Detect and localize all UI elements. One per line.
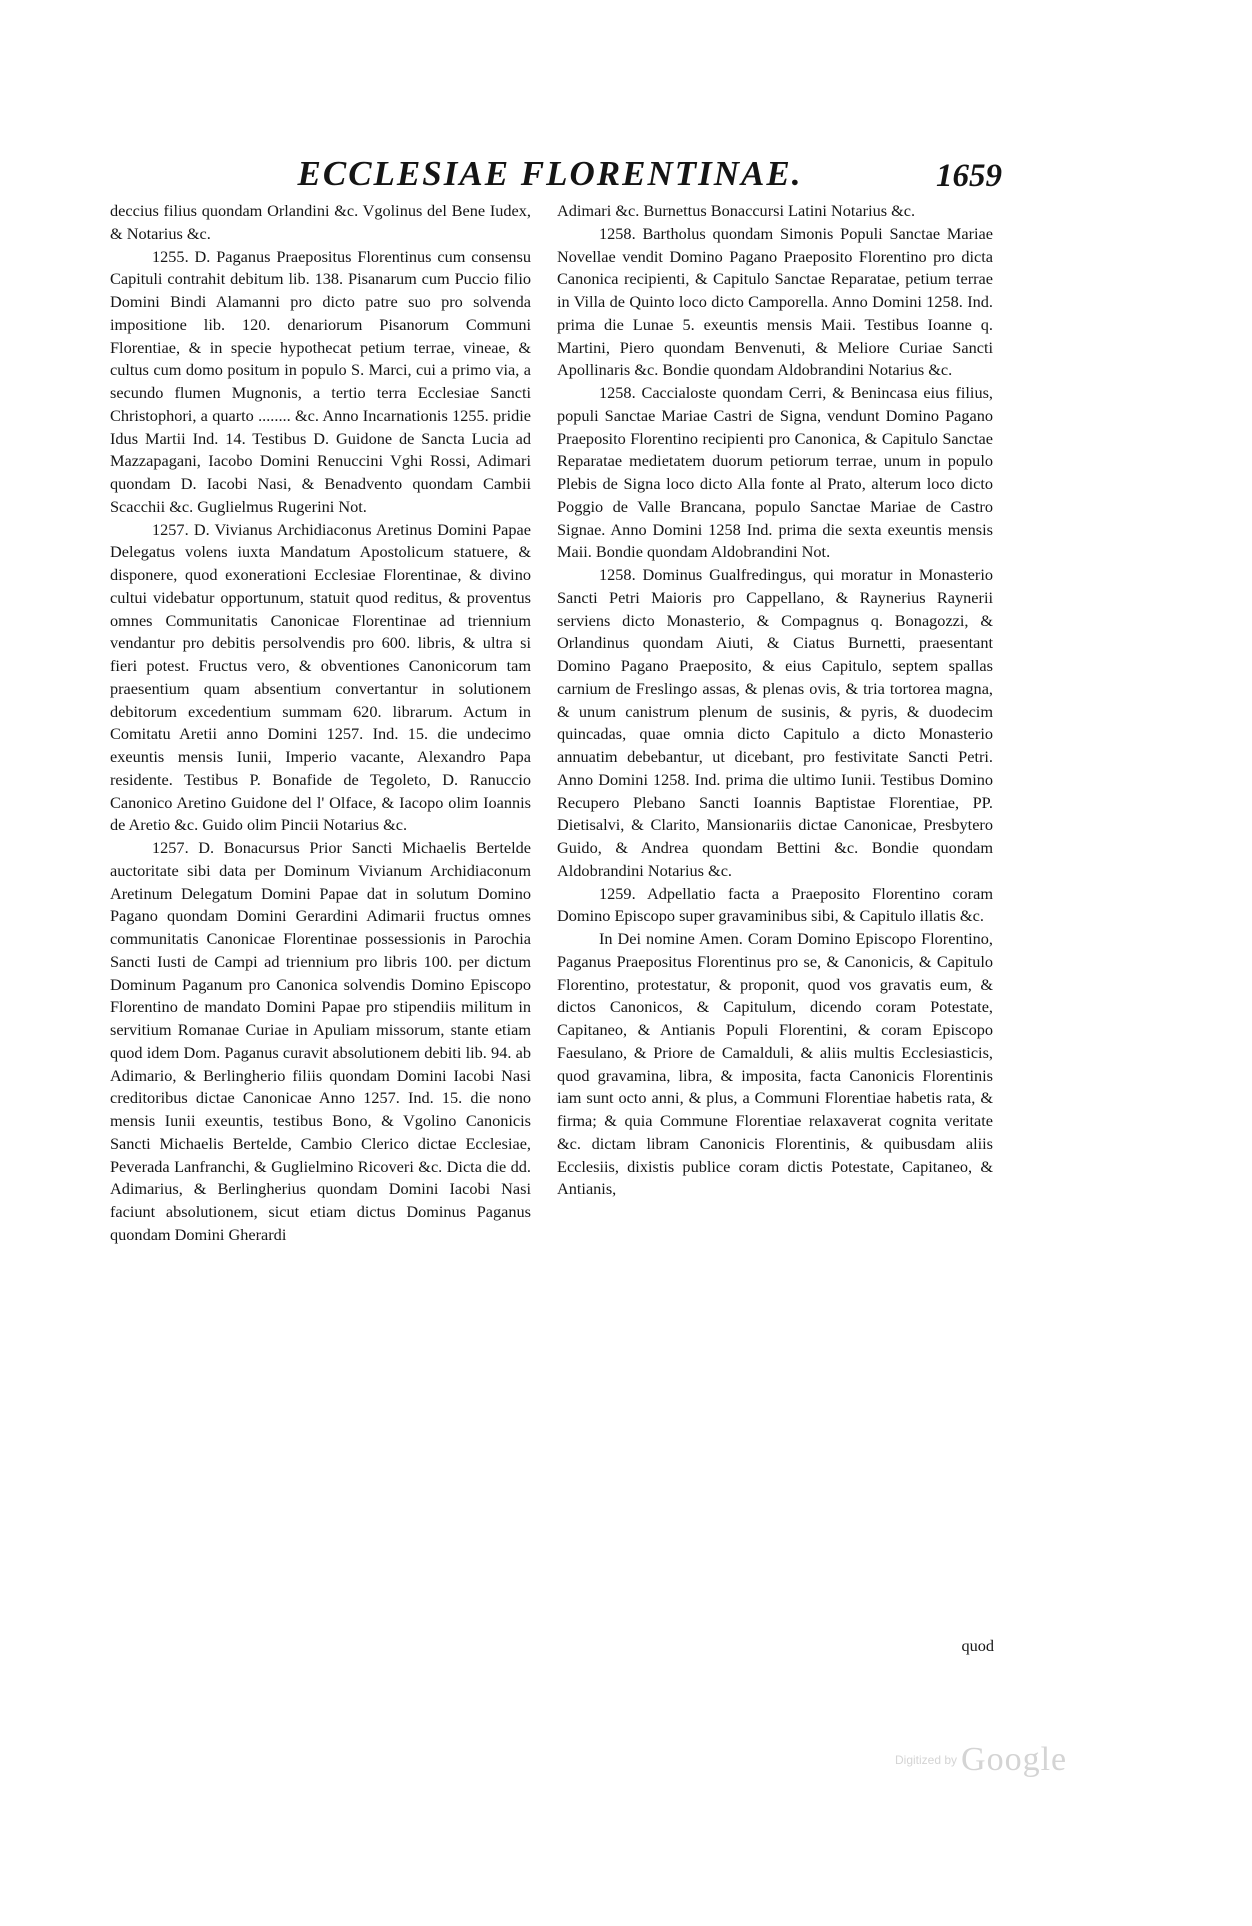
entry-paragraph: 1257. D. Vivianus Archidiaconus Aretinus Domini Papae Delegatus volens iuxta Mandatum Apostolicum statuere, & disponere, quod exonerationi Ecclesiae Florentinae, & divino cultui videbatur opportunum, statuit quod reditus, & proventus omnes Communitatis Canonicae Florentinae ad triennium vendantur pro debitis persolvendis pro 600. libris, & ultra si fieri potest. Fructus vero, & obventiones Canonicorum tam praesentium quam absentium convertantur in solutionem debitorum excedentium summam 620. librarum. Actum in Comitatu Aretii anno Domini 1257. Ind. 15. die undecimo exeuntis mensis Iunii, Imperio vacante, Alexandro Papa residente. Testibus P. Bonafide de Tegoleto, D. Ranuccio Canonico Aretino Guidone del l' Olface, & Iacopo olim Ioannis de Aretio &c. Guido olim Pincii Notarius &c.	[110, 519, 531, 835]
watermark-prefix: Digitized by	[895, 1753, 958, 1767]
right-column	[557, 200, 993, 1201]
page-number: 1659	[936, 158, 1002, 194]
catchword: quod	[961, 1636, 994, 1655]
google-logo: Google	[961, 1741, 1068, 1778]
entry-paragraph: 1255. D. Paganus Praepositus Florentinus cum consensu Capituli contrahit debitum lib. 138. Pisanarum cum Puccio filio Domini Bindi Alamanni pro dicto patre suo pro solvenda impositione lib. 120. denariorum Pisanorum Communi Florentiae, & in specie hypothecat petium terrae, vineae, & cultus cum domo positum in populo S. Marci, cui a primo via, a secundo flumen Mugnonis, a tertio terra Ecclesiae Sancti Christophori, a quarto ........ &c. Anno Incarnationis 1255. pridie Idus Martii Ind. 14. Testibus D. Guidone de Sancta Lucia ad Mazzapagani, Iacobo Domini Renuccini Vghi Rossi, Adimari quondam D. Iacobi Nasi, & Benadvento quondam Cambii Scacchii &c. Guglielmus Rugerini Not.	[110, 246, 531, 516]
entry-paragraph: 1258. Bartholus quondam Simonis Populi Sanctae Mariae Novellae vendit Domino Pagano Praeposito Florentino pro dicta Canonica recipienti, & Capitulo Sanctae Reparatae, petium terrae in Villa de Quinto loco dicto Camporella. Anno Domini 1258. Ind. prima die Lunae 5. exeuntis mensis Maii. Testibus Ioanne q. Martini, Piero quondam Benvenuti, & Meliore Curiae Sancti Apollinaris &c. Bondie quondam Aldobrandini Notarius &c.	[557, 223, 993, 380]
entry-paragraph: Adimari &c. Burnettus Bonaccursi Latini Notarius &c.	[557, 201, 916, 220]
entry-paragraph: 1257. D. Bonacursus Prior Sancti Michaelis Bertelde auctoritate sibi data per Dominum Vivianum Archidiaconum Aretinum Delegatum Domini Papae dat in solutum Domino Pagano quondam Domini Gerardini Adimarii fructus omnes communitatis Canonicae Florentinae possessionis in Parochia Sancti Iusti de Campi ad triennium pro libris 100. per dictum Dominum Paganum pro Canonica solvendis Domino Episcopo Florentino de mandato Domini Papae pro stipendiis militum in servitium Romanae Curiae in Apuliam missorum, stante etiam quod idem Dom. Paganus curavit absolutionem debiti lib. 94. ab Adimario, & Berlingherio filiis quondam Domini Iacobi Nasi creditoribus dictae Canonicae Anno 1257. Ind. 15. die nono mensis Iunii exeuntis, testibus Bono, & Vgolino Canonicis Sancti Michaelis Bertelde, Cambio Clerico dictae Ecclesiae, Peverada Lanfranchi, & Guglielmino Ricoveri &c. Dicta die dd. Adimarius, & Berlingherius quondam Domini Iacobi Nasi faciunt absolutionem, sicut etiam dictus Dominus Paganus quondam Domini Gherardi	[110, 838, 531, 1244]
entry-paragraph: deccius filius quondam Orlandini &c. Vgolinus del Bene Iudex, & Notarius &c.	[110, 201, 531, 243]
digitized-watermark	[895, 1741, 1145, 1781]
entry-paragraph: 1259. Adpellatio facta a Praeposito Florentino coram Domino Episcopo super gravaminibus sibi, & Capitulo illatis &c.	[557, 883, 993, 926]
left-column	[110, 200, 531, 1247]
page-header	[0, 150, 1252, 200]
running-title: ECCLESIAE FLORENTINAE.	[297, 154, 803, 193]
entry-paragraph: In Dei nomine Amen. Coram Domino Episcopo Florentino, Paganus Praepositus Florentinus pro se, & Canonicis, & Capitulo Florentino, protestatur, & proponit, quod vos gravatis eum, & dictos Canonicos, & Capitulum, dicendo coram Potestate, Capitaneo, & Antianis Populi Florentini, & coram Episcopo Faesulano, & Priore de Camalduli, & aliis multis Ecclesiasticis, quod gravamina, libra, & imposita, facta Canonicis Florentinis iam sunt octo anni, & plus, a Communi Florentiae habetis rata, & firma; & quia Commune Florentiae relaxaverat cognita veritate &c. dictam libram Canonicis Florentinis, & quibusdam aliis Ecclesiis, dixistis publice coram dictis Potestate, Capitaneo, & Antianis,	[557, 929, 993, 1199]
entry-paragraph: 1258. Dominus Gualfredingus, qui moratur in Monasterio Sancti Petri Maioris pro Cappellano, & Raynerius Raynerii serviens dicto Monasterio, & Compagnus q. Bonagozzi, & Orlandinus quondam Aiuti, & Ciatus Burnetti, praesentant Domino Pagano Praeposito, & eius Capitulo, septem spallas carnium de Freslingo assas, & plenas ovis, & tria tortorea magna, & unum canistrum plenum de susinis, & pyris, & duodecim quincadas, quae omnia dicto Capitulo a dicto Monasterio annuatim debebantur, ut dicebant, pro festivitate Sancti Petri. Anno Domini 1258. Ind. prima die ultimo Iunii. Testibus Domino Recupero Plebano Sancti Ioannis Baptistae Florentiae, PP. Dietisalvi, & Clarito, Mansionariis dictae Canonicae, Presbytero Guido, & Andrea quondam Bettini &c. Bondie quondam Aldobrandini Notarius &c.	[557, 565, 993, 880]
entry-paragraph: 1258. Caccialoste quondam Cerri, & Benincasa eius filius, populi Sanctae Mariae Castri de Signa, vendunt Domino Pagano Praeposito Florentino recipienti pro Canonica, & Capitulo Sanctae Reparatae medietatem duorum petiorum terrae, unum in populo Plebis de Signa loco dicto Alla fonte al Prato, alterum loco dicto Poggio de Valle Brancana, populo Sanctae Mariae de Castro Signae. Anno Domini 1258 Ind. prima die sexta exeuntis mensis Maii. Bondie quondam Aldobrandini Not.	[557, 383, 993, 562]
